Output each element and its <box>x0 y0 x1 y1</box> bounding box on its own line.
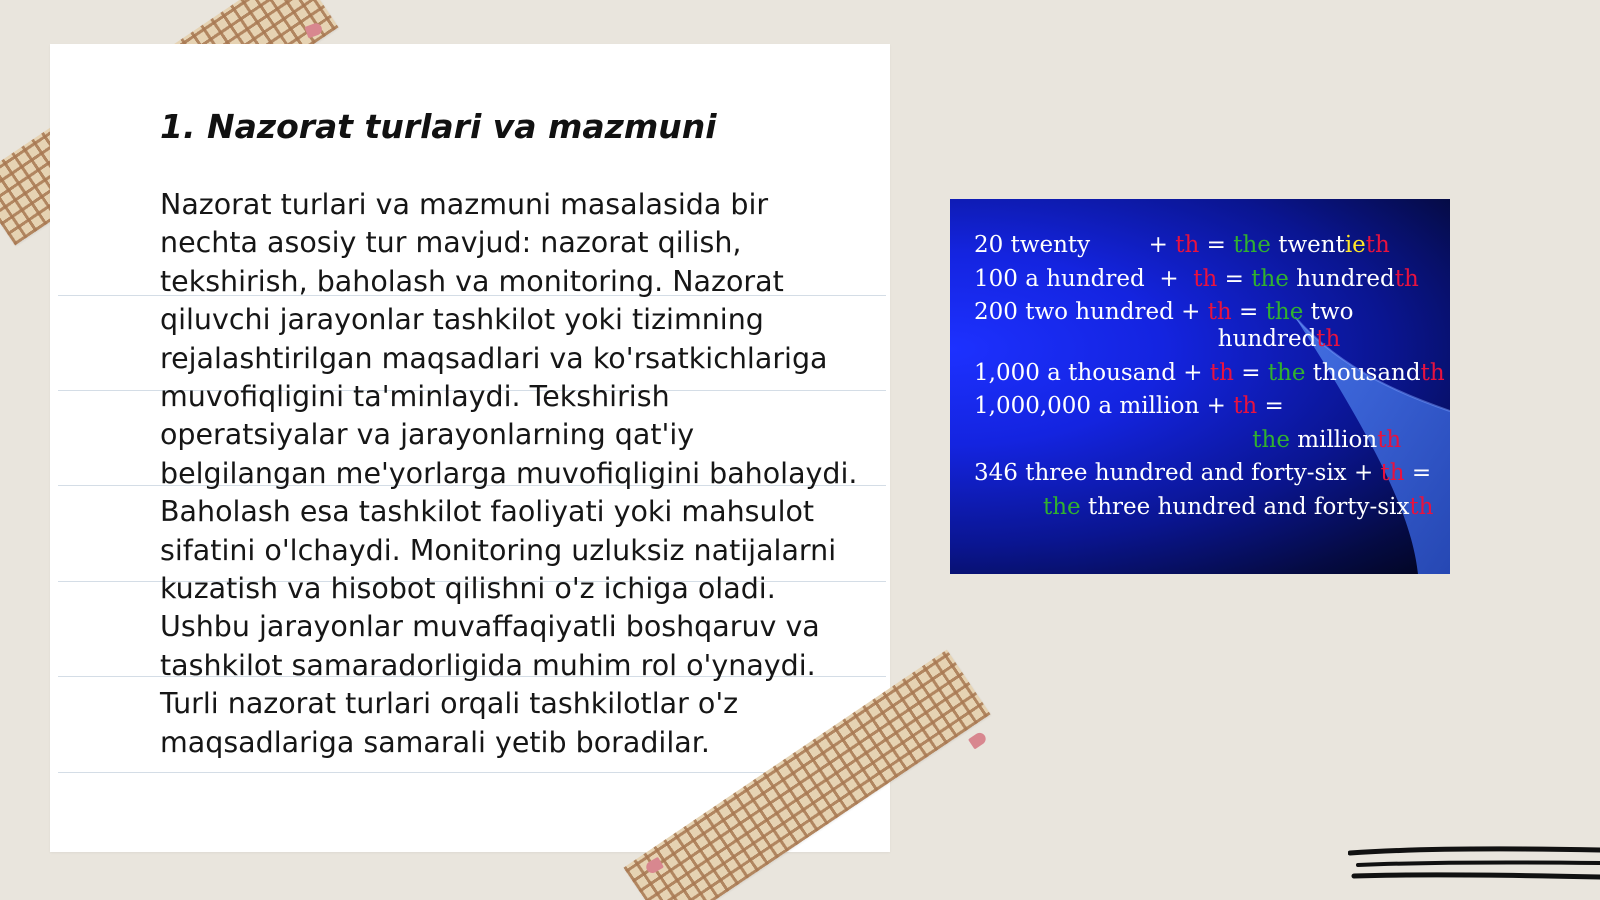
slide-text-segment: 20 twenty <box>974 232 1091 258</box>
slide-line <box>974 263 1445 297</box>
slide-text-segment: twent <box>1270 232 1345 258</box>
slide-text-segment: 200 two hundred + <box>974 299 1208 325</box>
slide-text-segment: 100 a hundred + <box>974 265 1194 292</box>
slide-text-segment: th <box>1394 265 1419 292</box>
slide-line <box>974 457 1445 491</box>
slide-text-segment: = <box>1233 359 1268 386</box>
slide-text-segment: th <box>1207 299 1232 325</box>
slide-text-segment: hundred <box>1288 265 1395 292</box>
slide-text-segment: th <box>1209 359 1234 386</box>
slide-text-segment: th <box>1420 359 1445 386</box>
lined-paper-card <box>50 44 890 852</box>
slide-line <box>974 296 1445 323</box>
body-paragraph: Nazorat turlari va mazmuni masalasida bir nechta asosiy tur mavjud: nazorat qilish, tekshirish, baholash va monitoring. Nazorat qiluvchi jarayonlar tashkilot yoki tizimning rejalashtirilgan maqsadlari va ko'rsatkichlariga muvofiqligini ta'minlaydi. Tekshirish operatsiyalar va jarayonlarning qat'iy belgilangan me'yorlarga muvofiqligini baholaydi. Baholash esa tashkilot faoliyati yoki mahsulot sifatini o'lchaydi. Monitoring uzluksiz natijalarni kuzatish va hisobot qilishni o'z ichiga oladi. Ushbu jarayonlar muvaffaqiyatli boshqaruv va tashkilot samaradorligida muhim rol o'ynaydi. Turli nazorat turlari orqali tashkilotlar o'z maqsadlariga samarali yetib boradilar. <box>160 188 858 759</box>
slide-text-segment: the <box>1265 299 1304 325</box>
slide-line <box>974 491 1445 525</box>
slide-text-segment: = <box>1199 232 1234 258</box>
slide-text-segment: the <box>1233 232 1271 258</box>
brush-strokes-decoration <box>1348 846 1600 886</box>
slide-text-segment: = <box>1231 299 1266 325</box>
slide-text-segment: hundred <box>1217 326 1317 352</box>
slide-text-segment: = <box>1404 460 1432 486</box>
slide-text-segment: 346 three hundred and forty-six + <box>974 460 1381 486</box>
slide-text-segment: th <box>1193 265 1218 292</box>
slide-text-segment: th <box>1365 232 1390 258</box>
slide-text-segment: 1,000 a thousand + <box>974 359 1210 386</box>
slide-text-segment: 1,000,000 a million + <box>974 393 1234 419</box>
slide-text-segment: + <box>1090 232 1176 258</box>
slide-text-segment: th <box>1380 460 1405 486</box>
slide-line <box>974 323 1445 357</box>
ordinal-numbers-image <box>950 199 1450 574</box>
slide-text-segment: th <box>1175 232 1200 258</box>
slide-text-segment: th <box>1316 326 1341 352</box>
slide-line <box>974 357 1445 391</box>
slide-text-segment: = <box>1257 393 1284 419</box>
slide-text-segment: the <box>1267 359 1306 386</box>
slide-text-segment: th <box>1233 393 1258 419</box>
slide-text-lines <box>974 229 1445 524</box>
slide-text-segment: million <box>1289 426 1378 453</box>
slide-heading: 1. Nazorat turlari va mazmuni <box>160 107 717 146</box>
slide-line <box>974 229 1445 263</box>
slide-line <box>974 390 1445 424</box>
slide-text-segment: th <box>1409 493 1434 520</box>
tape-end-mark <box>968 731 988 750</box>
slide-text-segment: the <box>1043 493 1081 520</box>
slide-text-segment: the <box>1252 426 1290 453</box>
slide-text-segment: thousand <box>1305 359 1421 386</box>
slide-text-segment: ie <box>1344 232 1366 258</box>
slide-line <box>974 424 1445 458</box>
slide-text-segment: the <box>1251 265 1289 292</box>
slide-text-segment: = <box>1217 265 1252 292</box>
slide-text-segment: two <box>1303 299 1354 325</box>
slide-text-segment: th <box>1377 426 1402 453</box>
slide-text-segment: three hundred and forty-six <box>1080 493 1410 520</box>
